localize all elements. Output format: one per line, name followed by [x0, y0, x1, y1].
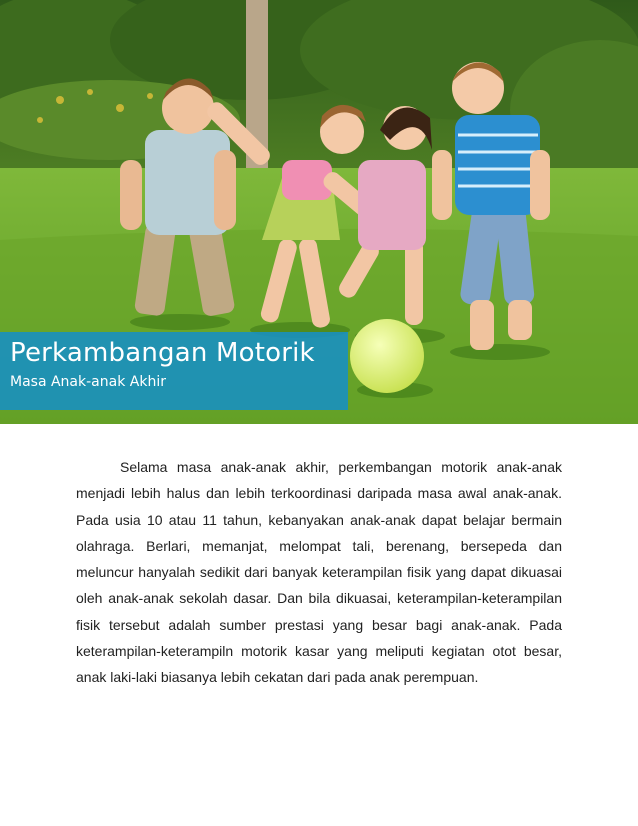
page-subtitle: Masa Anak-anak Akhir: [10, 374, 166, 390]
ball: [350, 319, 424, 393]
page-title: Perkambangan Motorik: [10, 338, 315, 368]
title-banner: [0, 332, 348, 410]
body-paragraph: Selama masa anak-anak akhir, perkembangan motorik anak-anak menjadi lebih halus dan lebih terkoordinasi daripada masa awal anak-anak. Pada usia 10 atau 11 tahun, kebanyakan anak-anak dapat belajar bermain olahraga. Berlari, memanjat, melompat tali, berenang, bersepeda dan meluncur hanyalah sedikit dari banyak keterampilan fisik yang dapat dikuasai oleh anak-anak sekolah dasar. Dan bila dikuasai, keterampilan-keterampilan fisik tersebut adalah sumber prestasi yang besar bagi anak-anak. Pada keterampilan-keterampiln motorik kasar yang meliputi kegiatan otot besar, anak laki-laki biasanya lebih cekatan dari pada anak perempuan.: [76, 459, 562, 686]
